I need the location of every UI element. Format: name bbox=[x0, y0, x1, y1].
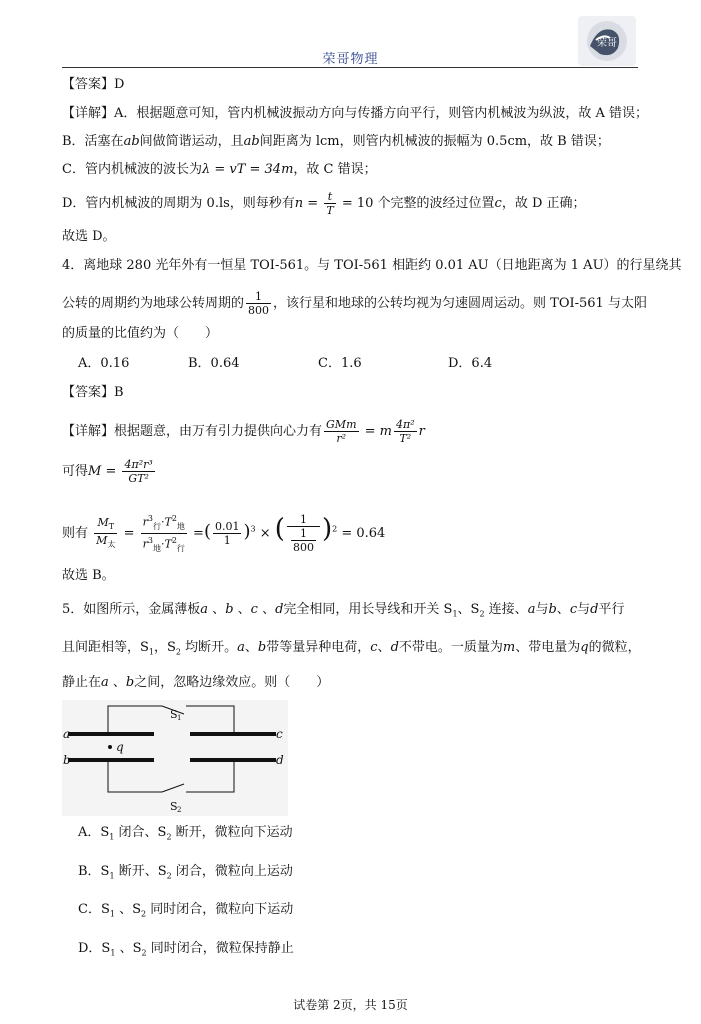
q4-choose: 故选 B。 bbox=[62, 568, 115, 583]
q5-option-b: B．$S_1$ 断开、$S_2$ 闭合，微粒向上运动 bbox=[78, 864, 293, 881]
svg-text:荣哥: 荣哥 bbox=[597, 38, 617, 49]
q4-detail-formula: 【详解】根据题意，由万有引力提供向心力有 $\frac{\text{GMm}}{\text{r²}}$ = m $\frac{\text{4π²}}{\text{T²}}$ r bbox=[62, 418, 425, 445]
label-c: c bbox=[276, 727, 283, 741]
label-s1: S bbox=[170, 708, 178, 721]
q5-option-c: C．$S_1$ 、$S_2$ 同时闭合，微粒向下运动 bbox=[78, 902, 294, 919]
q5-stem-line1: 5．如图所示，金属薄板a 、b 、c 、d完全相同，用长导线和开关 $S_1$、$S_2$ 连接、a与b、c与d平行 bbox=[62, 602, 625, 619]
q5-option-d: D．$S_1$ 、$S_2$ 同时闭合，微粒保持静止 bbox=[78, 941, 294, 958]
q4-option-b: B．0.64 bbox=[188, 356, 240, 371]
q4-option-c: C．1.6 bbox=[318, 356, 362, 371]
q4-answer: 【答案】B bbox=[62, 385, 124, 400]
q4-derive-M: 可得M = $\frac{\text{4π²r³}}{\text{GT²}}$ bbox=[62, 458, 153, 485]
q4-stem-line1: 4．离地球 280 光年外有一恒星 TOI-561。与 TOI-561 相距约 0.01 AU（日地距离为 1 AU）的行星绕其 bbox=[62, 258, 682, 273]
label-s1-sub: 1 bbox=[177, 714, 182, 722]
label-s2-sub: 2 bbox=[177, 806, 182, 814]
brand-logo-icon bbox=[578, 16, 636, 66]
circuit-diagram bbox=[62, 700, 288, 816]
q3-choose: 故选 D。 bbox=[62, 229, 116, 244]
q3-detail-c: C．管内机械波的波长为λ = vT = 34m，故 C 错误； bbox=[62, 162, 377, 177]
q4-stem-line3: 的质量的比值约为（ ） bbox=[62, 326, 219, 341]
header-rule bbox=[62, 67, 638, 68]
page-footer: 试卷第 2页，共 15页 bbox=[293, 998, 408, 1012]
label-d: d bbox=[276, 753, 284, 767]
label-s2: S bbox=[170, 800, 178, 813]
label-b: b bbox=[63, 753, 71, 767]
q3-detail-a: 【详解】A．根据题意可知，管内机械波振动方向与传播方向平行，则管内机械波为纵波，故 A 错误； bbox=[62, 106, 649, 121]
q4-stem-line2: 公转的周期约为地球公转周期的 $\frac{1}{800}$ ，该行星和地球的公转均视为匀速圆周运动。则 TOI-561 与太阳 bbox=[62, 290, 647, 317]
label-q: q bbox=[116, 740, 124, 754]
header-title: 荣哥物理 bbox=[322, 52, 379, 67]
q5-stem-line3: 静止在a 、b之间，忽略边缘效应。则（ ） bbox=[62, 675, 330, 690]
q3-detail-b: B．活塞在ab间做简谐运动，且ab间距离为 lcm，则管内机械波的振幅为 0.5cm，故 B 错误； bbox=[62, 134, 610, 149]
q4-option-d: D．6.4 bbox=[448, 356, 493, 371]
particle-dot bbox=[108, 745, 112, 749]
q4-ratio-formula: 则有 $\frac{M_T}{M_太}$ = $\frac{r^3_行\cdot T^2_地}{r^3_地\cdot T^2_行}$ =( $\frac{0.01}{1}$ )$^3$ × ( $\frac{1}{\frac{1}{800}}$ )$^2$ = 0.64 bbox=[62, 512, 386, 554]
q4-option-a: A．0.16 bbox=[78, 356, 130, 371]
q5-stem-line2: 且间距相等，$S_1$，$S_2$ 均断开。a、b带等量异种电荷，c、d不带电。一质量为m、带电量为q的微粒， bbox=[62, 640, 641, 657]
label-a: a bbox=[63, 727, 71, 741]
q3-answer: 【答案】D bbox=[62, 77, 125, 92]
q5-option-a: A．$S_1$ 闭合、$S_2$ 断开，微粒向下运动 bbox=[78, 825, 293, 842]
q3-detail-d: D．管内机械波的周期为 0.ls，则每秒有n = $\frac{t}{T}$ = 10 个完整的波经过位置c，故 D 正确； bbox=[62, 190, 586, 217]
